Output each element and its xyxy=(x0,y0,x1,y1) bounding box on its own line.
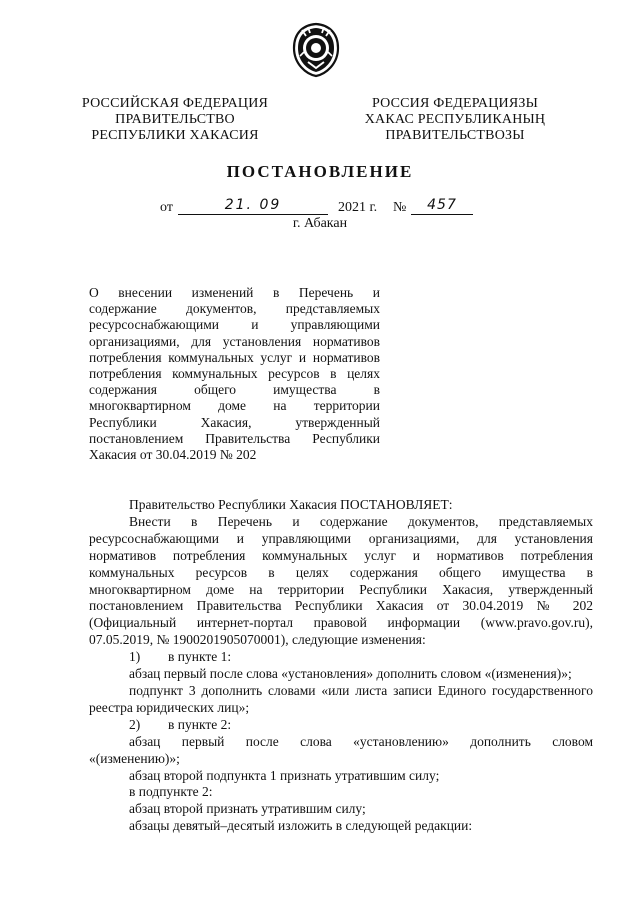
body-line: подпункт 3 дополнить словами «или листа записи Единого государственного xyxy=(129,682,593,698)
document-body xyxy=(89,497,593,835)
header-right-line: ПРАВИТЕЛЬСТВОЗЫ xyxy=(385,128,525,143)
body-line: реестра юридических лиц»; xyxy=(89,699,250,715)
body-line: абзацы девятый–десятый изложить в следующей редакции: xyxy=(129,818,473,834)
handwritten-date: 21. 09 xyxy=(178,197,328,215)
subject-line: организациями, для установления нормативов xyxy=(89,333,380,349)
subject-line: Республики Хакасия, утвержденный xyxy=(89,414,380,430)
header-left-line: РОССИЙСКАЯ ФЕДЕРАЦИЯ xyxy=(81,96,269,111)
body-line: (Официальный интернет-портал правовой информации (www.pravo.gov.ru), xyxy=(89,615,593,631)
body-line: абзац второй признать утратившим силу; xyxy=(129,801,366,817)
city-label: г. Абакан xyxy=(292,216,348,231)
body-line: коммунальных ресурсов в целях содержания общего имущества в xyxy=(89,564,593,580)
subject-line: потребления коммунальных ресурсов в целях xyxy=(89,366,380,382)
subject-line: О внесении изменений в Перечень и xyxy=(89,285,380,300)
document-subject xyxy=(89,285,380,463)
year-label: 2021 г. xyxy=(338,200,378,215)
body-line: постановлением Правительства Республики Хакасия от 30.04.2019 № 202 xyxy=(89,598,593,614)
body-line: абзац второй подпункта 1 признать утратившим силу; xyxy=(129,767,440,783)
decree-line: Правительство Республики Хакасия ПОСТАНОВЛЯЕТ: xyxy=(129,497,453,512)
header-left xyxy=(80,96,270,144)
body-line: нормативов потребления коммунальных услуг и нормативов потребления xyxy=(89,547,593,563)
subject-line: содержание документов, представляемых xyxy=(89,301,380,317)
list-item-2 xyxy=(89,717,593,734)
header-right-line: РОССИЯ ФЕДЕРАЦИЯЗЫ xyxy=(371,96,539,111)
body-line: ресурсоснабжающими и управляющими организациями, для установления xyxy=(89,530,593,546)
header-left-line: ПРАВИТЕЛЬСТВО xyxy=(115,112,235,127)
body-line: многоквартирном доме на территории Республики Хакасия, утвержденный xyxy=(89,581,593,597)
list-item-text: в пункте 1: xyxy=(168,649,232,665)
body-line: в подпункте 2: xyxy=(129,784,213,800)
body-line: 07.05.2019, № 1900201905070001), следующие изменения: xyxy=(89,632,426,648)
body-line: Внести в Перечень и содержание документов, представляемых xyxy=(129,513,593,529)
subject-line: многоквартирном доме на территории xyxy=(89,398,380,414)
list-item-text: в пункте 2: xyxy=(168,716,232,732)
list-item-1 xyxy=(89,649,593,666)
subject-line: содержания общего имущества в xyxy=(89,382,380,398)
header-right-line: ХАКАС РЕСПУБЛИКАНЫҢ xyxy=(364,112,546,127)
khakassia-emblem-icon xyxy=(288,22,344,78)
number-sign: № xyxy=(393,200,407,215)
body-line: абзац первый после слова «установления» дополнить словом «(изменения)»; xyxy=(129,666,572,682)
header-right xyxy=(360,96,550,144)
subject-line: Хакасия от 30.04.2019 № 202 xyxy=(89,447,257,463)
date-prefix: от xyxy=(160,200,173,215)
subject-line: ресурсоснабжающими и управляющими xyxy=(89,317,380,333)
subject-line: постановлением Правительства Республики xyxy=(89,430,380,446)
body-line: «(изменению)»; xyxy=(89,750,180,766)
document-title: ПОСТАНОВЛЕНИЕ xyxy=(226,162,414,181)
body-line: абзац первый после слова «установлению» дополнить словом xyxy=(129,733,593,749)
handwritten-number: 457 xyxy=(411,197,473,215)
list-item-number: 2) xyxy=(129,716,141,732)
subject-line: потребления коммунальных услуг и нормативов xyxy=(89,349,380,365)
list-item-number: 1) xyxy=(129,649,141,665)
header-left-line: РЕСПУБЛИКИ ХАКАСИЯ xyxy=(91,128,259,143)
